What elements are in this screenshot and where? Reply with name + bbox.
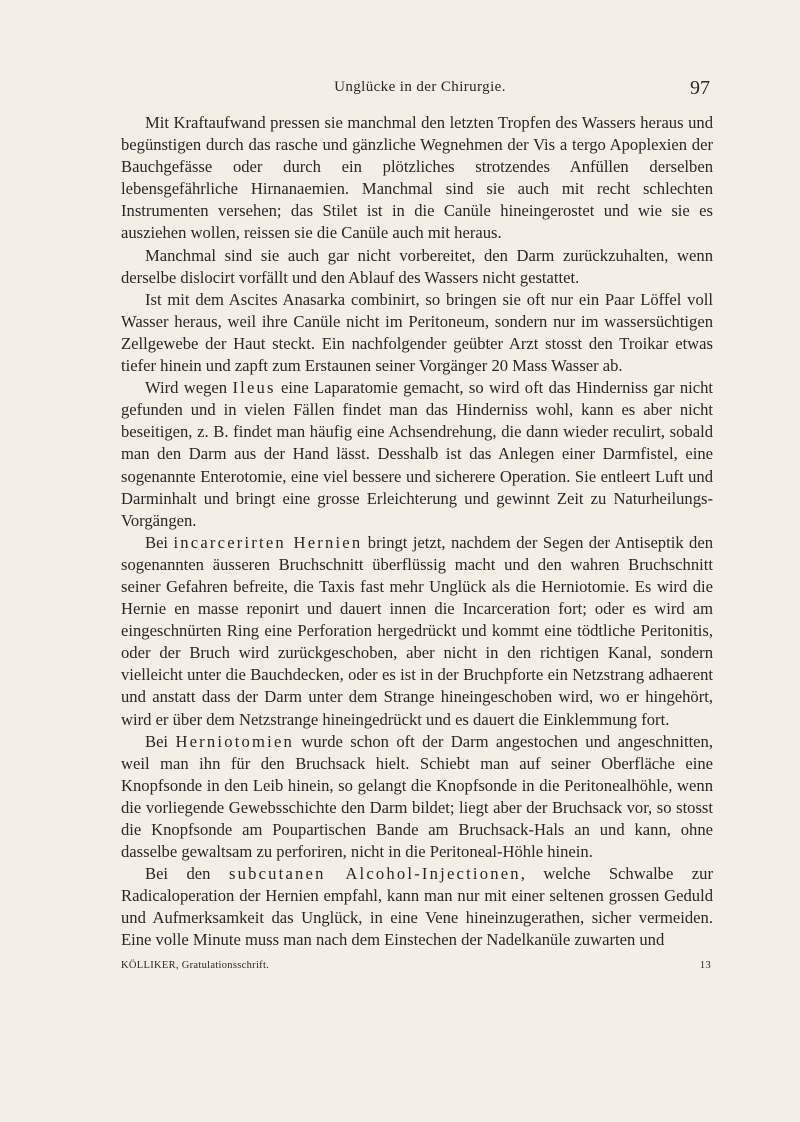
paragraph <box>121 377 713 532</box>
text-run: , welche Schwalbe zur Radicaloperation der Hernien empfahl, kann man nur mit einer seltenen grossen Geduld und Aufmerksamkeit das Unglück, in eine Vene hineinzugerathen, sicher vermeiden. Eine volle Minute muss man nach dem Einstechen der Nadelkanüle zuwarten und <box>121 864 713 950</box>
paragraph <box>121 245 713 289</box>
text-run: Bei <box>145 532 174 552</box>
spaced-emphasis: Ileus <box>232 378 276 398</box>
spaced-emphasis: incarcerirten Hernien <box>173 532 363 552</box>
paragraph <box>121 863 713 951</box>
paragraph <box>121 112 713 245</box>
paragraph <box>121 289 713 377</box>
spaced-emphasis: Herniotomien <box>175 731 295 751</box>
spaced-emphasis: subcutanen Alcohol-Injectionen <box>228 864 521 884</box>
text-run: bringt jetzt, nachdem der Segen der Antiseptik den sogenannten äusseren Bruchschnitt überflüssig macht und den wahren Bruchschnitt seiner Gefahren befreite, die Taxis fast mehr Unglück als die Herniotomie. Es wird die Hernie en masse reponirt und dauert innen die Incarceration fort; oder es wird am eingeschnürten Ring eine Perforation hergedrückt und kommt eine tödtliche Peritonitis, oder der Bruch wird zurückgeschoben, aber nicht in den richtigen Kanal, sondern vielleicht unter die Bauchdecken, oder es ist in der Bruchpforte ein Netzstrang adhaerent und anstatt dass der Darm unter dem Strange hineingeschoben wird, wo er hingehört, wird er über dem Netzstrange hineingedrückt und es dauert die Einklemmung fort. <box>121 532 713 729</box>
text-run: wurde schon oft der Darm angestochen und angeschnitten, weil man ihn für den Bruchsack hielt. Schiebt man auf seiner Oberfläche eine Knopfsonde in den Leib hinein, so gelangt die Knopfsonde in die Peritonealhöhle, wenn die vorliegende Gewebsschichte den Darm bildet; liegt aber der Bruchsack vor, so stosst die Knopfsonde am Poupartischen Bande am Bruchsack-Hals an und kann, ohne dasselbe gewaltsam zu perforiren, nicht in die Peritoneal-Höhle hinein. <box>121 731 713 862</box>
text-run: Manchmal sind sie auch gar nicht vorbereitet, den Darm zurückzuhalten, wenn derselbe dislocirt vorfällt und den Ablauf des Wassers nicht gestattet. <box>121 245 713 287</box>
page-header <box>130 79 710 103</box>
text-run: eine Laparatomie gemacht, so wird oft das Hinderniss gar nicht gefunden und in vielen Fällen findet man das Hinderniss wohl, kann es aber nicht beseitigen, z. B. findet man häufig eine Achsendrehung, die dann wieder reculirt, sobald man den Darm aus der Hand lässt. Desshalb ist das Anlegen einer Darmfistel, eine sogenannte Enterotomie, eine viel bessere und sicherere Operation. Sie entleert Luft und Darminhalt und bringt eine grosse Erleichterung und gewinnt Zeit zu Naturheilungs-Vorgängen. <box>121 378 713 530</box>
page-number: 97 <box>690 77 710 99</box>
text-run: Mit Kraftaufwand pressen sie manchmal den letzten Tropfen des Wassers heraus und begünstigen durch das rasche und gänzliche Wegnehmen der Vis a tergo Apoplexien der Bauchgefässe oder durch ein plötzliches strotzendes Anfüllen derselben lebensgefährliche Hirnanaemien. Manchmal sind sie auch mit recht schlechten Instrumenten versehen; das Stilet ist in die Canüle hineingerostet und wie sie es ausziehen wollen, reissen sie die Canüle auch mit heraus. <box>121 113 713 243</box>
signature-number: 13 <box>699 960 711 971</box>
text-run: Ist mit dem Ascites Anasarka combinirt, so bringen sie oft nur ein Paar Löffel voll Wasser heraus, weil ihre Canüle nicht im Peritoneum, sondern nur im wassersüchtigen Zellgewebe der Haut steckt. Ein nachfolgender geübter Arzt stosst den Troikar etwas tiefer hinein und zapft zum Erstaunen seiner Vorgänger 20 Mass Wasser ab. <box>121 289 713 376</box>
text-run: Bei den <box>145 864 229 884</box>
paragraph <box>121 532 713 731</box>
text-run: Bei <box>145 731 176 751</box>
paragraph <box>121 731 713 864</box>
signature-label: KÖLLIKER, Gratulationsschrift. <box>121 960 270 971</box>
body-text <box>121 112 713 952</box>
text-run: Wird wegen <box>145 378 233 398</box>
page-footer <box>121 960 711 976</box>
running-title: Unglücke in der Chirurgie. <box>334 79 506 95</box>
